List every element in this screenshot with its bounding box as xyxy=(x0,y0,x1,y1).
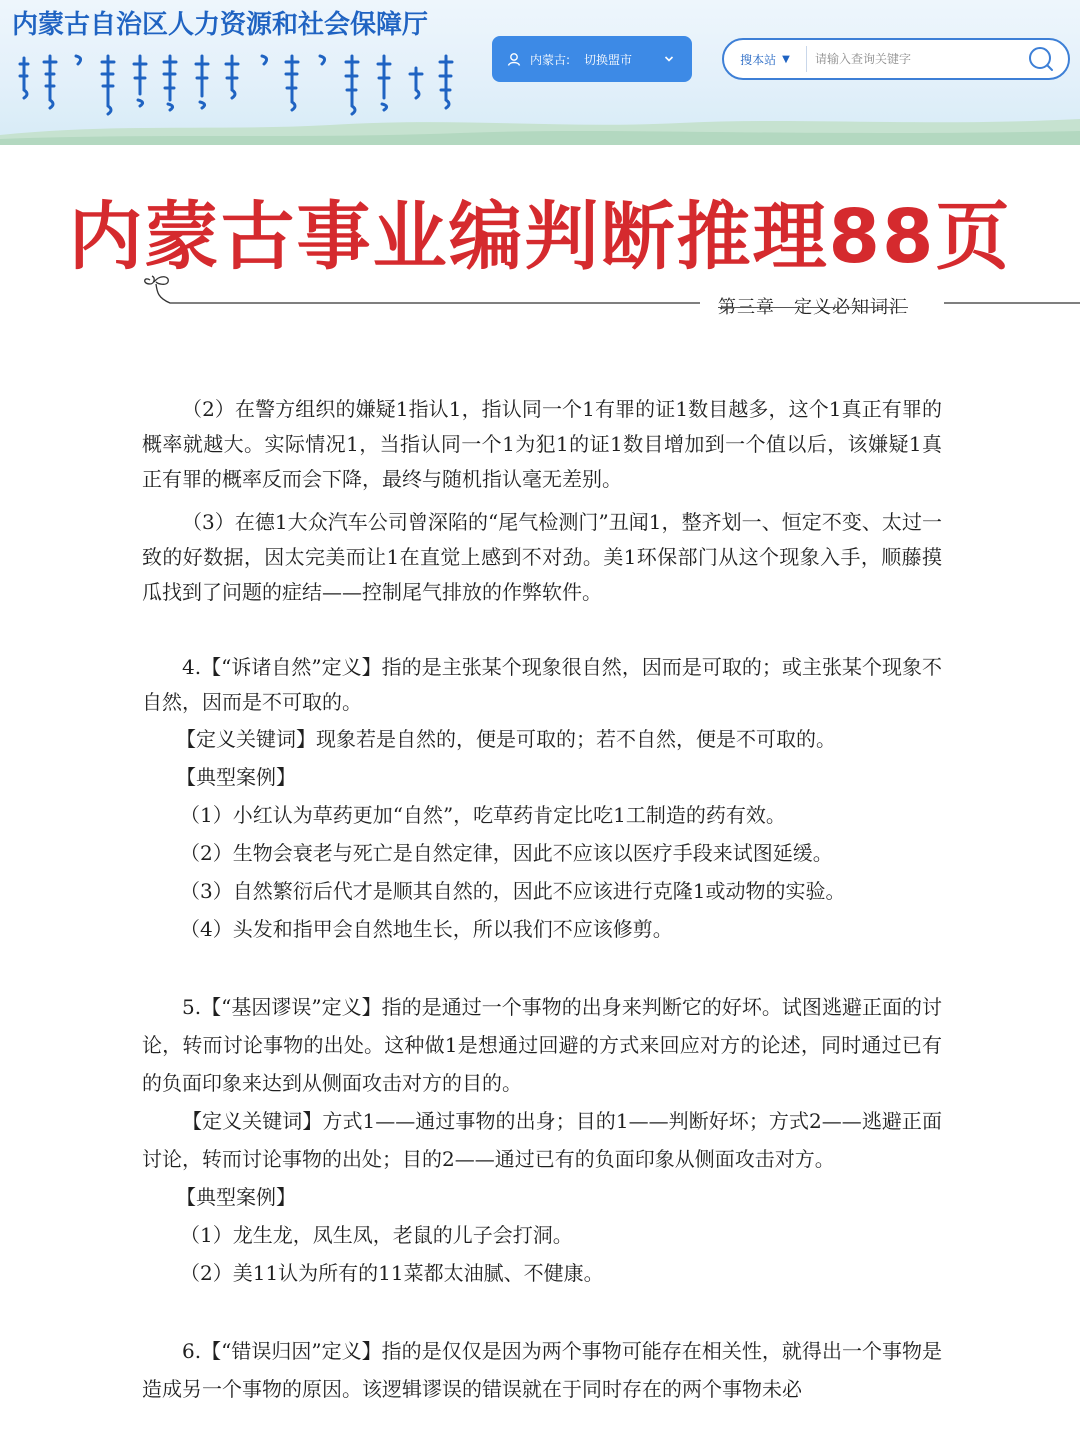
definition-5: 5.【“基因谬误”定义】指的是通过一个事物的出身来判断它的好坏。试图逃避正面的讨论，转而讨论事物的出处。这种做1是想通过回避的方式来回应对方的论述，同时通过已有的负面印象来达到从侧面攻击对方的目的。 xyxy=(142,995,942,1095)
definition-4-case: （1）小红认为草药更加“自然”，吃草药肯定比吃1工制造的药有效。 xyxy=(180,803,786,827)
definition-5-case: （1）龙生龙，凤生凤，老鼠的儿子会打洞。 xyxy=(180,1223,573,1247)
definition-4-keywords: 【定义关键词】现象若是自然的，便是可取的；若不自然，便是不可取的。 xyxy=(176,727,836,751)
chapter-divider xyxy=(140,270,1080,320)
case-paragraph-3: （3）在德1大众汽车公司曾深陷的“尾气检测门”丑闻1，整齐划一、恒定不变、太过一致的好数据，因太完美而让1在直觉上感到不对劲。美1环保部门从这个现象入手，顺藤摸瓜找到了问题的症结——控制尾气排放的作弊软件。 xyxy=(142,510,942,604)
search-input[interactable] xyxy=(807,43,1024,75)
definition-6: 6.【“错误归因”定义】指的是仅仅是因为两个事物可能存在相关性，就得出一个事物是造成另一个事物的原因。该逻辑谬误的错误就在于同时存在的两个事物未必 xyxy=(142,1339,942,1401)
search-scope-label: 搜本站 xyxy=(740,52,777,67)
region-switch-label: 切换盟市 xyxy=(584,52,633,67)
definition-4-cases-heading: 【典型案例】 xyxy=(176,765,296,789)
definition-5-case: （2）美11认为所有的11菜都太油腻、不健康。 xyxy=(180,1261,604,1285)
definition-5-cases-heading: 【典型案例】 xyxy=(176,1185,296,1209)
search-icon xyxy=(1027,45,1055,73)
dropdown-triangle-icon: ▼ xyxy=(782,53,790,65)
region-switch-button[interactable] xyxy=(492,36,692,82)
definition-5-keywords: 【定义关键词】方式1——通过事物的出身；目的1——判断好坏；方式2——逃避正面讨论，转而讨论事物的出处；目的2——通过已有的负面印象从侧面攻击对方。 xyxy=(142,1109,942,1171)
document-body xyxy=(142,392,942,1408)
case-paragraph-2: （2）在警方组织的嫌疑1指认1，指认同一个1有罪的证1数目越多，这个1真正有罪的概率就越大。实际情况1，当指认同一个1为犯1的证1数目增加到一个值以后，该嫌疑1真正有罪的概率反而会下降，最终与随机指认毫无差别。 xyxy=(142,397,942,491)
user-location-icon xyxy=(506,51,522,67)
search-button[interactable] xyxy=(1024,42,1058,76)
site-search xyxy=(722,38,1070,80)
site-title[interactable]: 内蒙古自治区人力资源和社会保障厅 xyxy=(12,10,429,40)
definition-4-case: （3）自然繁衍后代才是顺其自然的，因此不应该进行克隆1或动物的实验。 xyxy=(180,879,846,903)
search-scope-dropdown[interactable] xyxy=(724,46,807,72)
document-title: 内蒙古事业编判断推理88页 xyxy=(68,194,1012,280)
definition-4-case: （2）生物会衰老与死亡是自然定律，因此不应该以医疗手段来试图延缓。 xyxy=(180,841,833,865)
site-header xyxy=(0,0,1080,145)
definition-4: 4.【“诉诸自然”定义】指的是主张某个现象很自然，因而是可取的；或主张某个现象不自然，因而是不可取的。 xyxy=(142,655,942,714)
chapter-heading: 第三章 定义必知词汇 xyxy=(718,297,908,318)
region-label: 内蒙古: xyxy=(530,52,571,67)
chevron-down-icon xyxy=(664,54,674,64)
definition-4-case: （4）头发和指甲会自然地生长，所以我们不应该修剪。 xyxy=(180,917,673,941)
mongolian-script-logo xyxy=(14,50,474,120)
